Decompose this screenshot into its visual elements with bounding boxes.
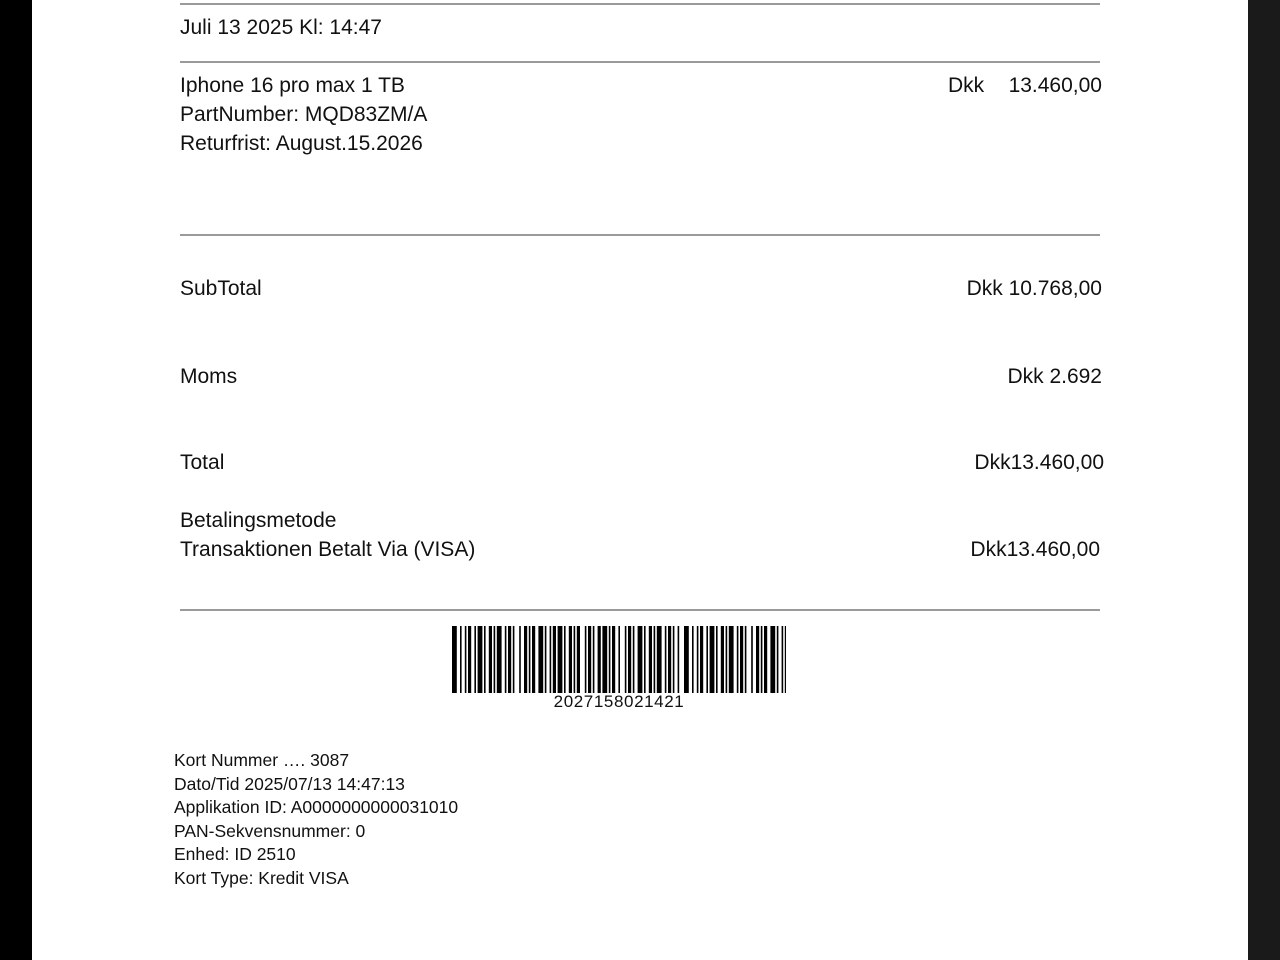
barcode-bar [625,626,627,693]
card-pan-sequence: PAN-Sekvensnummer: 0 [174,821,366,841]
barcode-bar [745,626,747,693]
barcode-bar [668,626,671,693]
barcode-bar [468,626,471,693]
barcode-bar [628,626,631,693]
barcode-bar [474,626,476,693]
viewer-edge [1248,0,1280,960]
payment-method-label: Betalingsmetode [180,509,337,532]
barcode-bar [654,626,656,693]
barcode-bar [740,626,743,693]
barcode-bar [484,626,486,693]
barcode-bar [729,626,734,693]
barcode-bar [785,626,786,693]
barcode-bar [638,626,643,693]
barcode-bar [633,626,635,693]
divider [180,3,1100,5]
barcode-bar [649,626,652,693]
barcode-bar [598,626,601,693]
item-price: 13.460,00 [1008,74,1102,97]
barcode-bar [770,626,775,693]
barcode-bar [519,626,521,693]
barcode-bar [505,626,507,693]
item-part-number: PartNumber: MQD83ZM/A [180,103,428,126]
barcode-bar [460,626,462,693]
total-value: Dkk13.460,00 [974,451,1104,474]
barcode-bar [777,626,779,693]
barcode-bar [577,626,580,693]
barcode-bar [558,626,563,693]
divider [180,609,1100,611]
barcode-bar [706,626,708,693]
barcode-bar [529,626,531,693]
card-application-id: Applikation ID: A0000000000031010 [174,797,459,817]
barcode-bar [692,626,694,693]
barcode-bar [524,626,527,693]
barcode-bar [657,626,662,693]
vat-value: Dkk 2.692 [1007,365,1102,388]
barcode-bar [452,626,457,693]
barcode-bar [756,626,759,693]
barcode-bar [721,626,724,693]
item-return-deadline: Returfrist: August.15.2026 [180,132,423,155]
barcode-bar [764,626,767,693]
barcode-bar [716,626,718,693]
total-label: Total [180,451,225,474]
divider [180,234,1100,236]
barcode-bar [513,626,515,693]
receipt-page [32,0,1248,960]
barcode-bar [585,626,587,693]
barcode-bar [550,626,552,693]
barcode-bar [684,626,689,693]
card-datetime: Dato/Tid 2025/07/13 14:47:13 [174,774,405,794]
card-type: Kort Type: Kredit VISA [174,868,349,888]
receipt-date: Juli 13 2025 Kl: 14:47 [180,16,382,39]
barcode-bar [700,626,703,693]
barcode-bar [644,626,646,693]
subtotal-value: Dkk 10.768,00 [966,277,1102,300]
barcode-bar [508,626,511,693]
barcode-bar [609,626,611,693]
barcode-bar [465,626,467,693]
barcode-bar [602,626,607,693]
barcode-bar [497,626,502,693]
barcode-bar [588,626,591,693]
barcode-bar [618,626,620,693]
barcode-bar [564,626,566,693]
item-name: Iphone 16 pro max 1 TB [180,74,405,97]
barcode-bar [697,626,699,693]
divider [180,61,1100,63]
vat-label: Moms [180,365,238,388]
barcode-bar [489,626,492,693]
barcode-bar [678,626,680,693]
barcode-bar [569,626,572,693]
barcode-bar [494,626,496,693]
subtotal-label: SubTotal [180,277,262,300]
barcode-number: 2027158021421 [553,692,685,711]
barcode-bar [574,626,576,693]
barcode-bar [761,626,763,693]
barcode-bar [553,626,556,693]
barcode-bar [532,626,535,693]
barcode-bar [593,626,595,693]
card-device: Enhed: ID 2510 [174,844,296,864]
barcode-bar [737,626,739,693]
item-currency: Dkk [948,74,985,97]
card-number: Kort Nummer …. 3087 [174,750,350,770]
barcode-bar [782,626,784,693]
barcode-bar [538,626,543,693]
payment-transaction-label: Transaktionen Betalt Via (VISA) [180,538,476,561]
barcode [452,626,786,693]
barcode-bar [673,626,675,693]
barcode-bar [665,626,667,693]
barcode-bar [710,626,715,693]
barcode-bar [751,626,753,693]
barcode-bar [545,626,547,693]
barcode-bar [478,626,483,693]
barcode-bar [726,626,728,693]
barcode-bar [612,626,615,693]
payment-transaction-value: Dkk13.460,00 [970,538,1100,561]
